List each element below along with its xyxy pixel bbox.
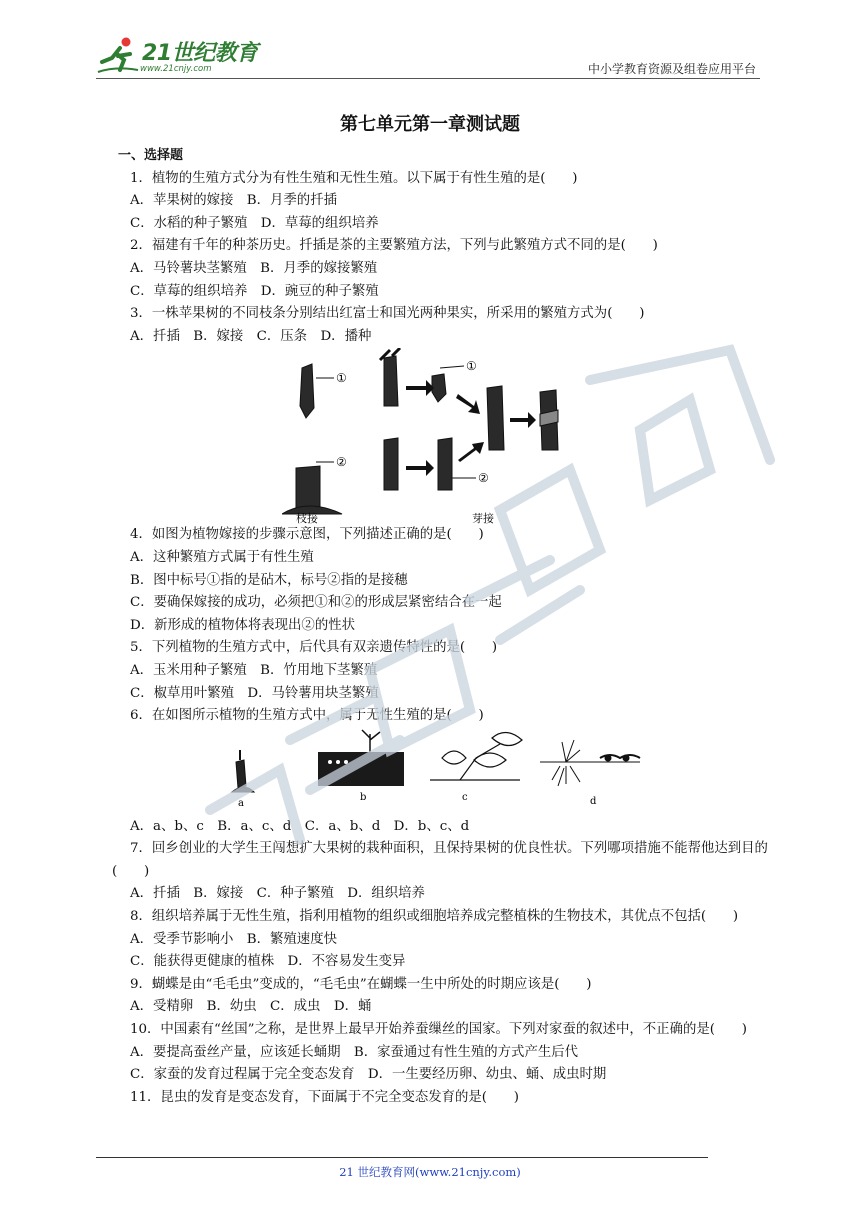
question-4-option-b: B．图中标号①指的是砧木，标号②指的是接穗 (130, 572, 408, 588)
label-branch-graft: 枝接 (296, 512, 318, 525)
footer-divider (96, 1157, 708, 1158)
question-8-options-cd: C．能获得更健康的植株 D．不容易发生变异 (130, 954, 406, 970)
label-c: c (462, 791, 468, 803)
label-a: a (238, 797, 244, 809)
question-1-options-cd: C．水稻的种子繁殖 D．草莓的组织培养 (130, 215, 379, 231)
question-7: 7．回乡创业的大学生王闯想扩大果树的栽种面积，且保持果树的优良性状。下列哪项措施不能帮他达到目的( ) (112, 841, 768, 879)
question-10-options-ab: A．要提高蚕丝产量，应该延长蛹期 B．家蚕通过有性生殖的方式产生后代 (130, 1044, 579, 1060)
label-bud-graft: 芽接 (472, 512, 494, 525)
question-9-options: A．受精卵 B．幼虫 C．成虫 D．蛹 (130, 999, 372, 1015)
question-10: 10．中国素有“丝国”之称，是世界上最早开始养蚕缫丝的国家。下列对家蚕的叙述中，不正确的是( ) (130, 1022, 747, 1038)
grafting-diagram (282, 348, 622, 524)
platform-name: 中小学教育资源及组卷应用平台 (587, 62, 756, 76)
header-divider (96, 78, 760, 79)
question-8-options-ab: A．受季节影响小 B．繁殖速度快 (130, 931, 337, 947)
page-header (96, 34, 760, 80)
question-10-options-cd: C．家蚕的发育过程属于完全变态发育 D．一生要经历卵、幼虫、蛹、成虫时期 (130, 1067, 607, 1083)
question-4-option-a: A．这种繁殖方式属于有性生殖 (130, 549, 314, 565)
question-1: 1．植物的生殖方式分为有性生殖和无性生殖。以下属于有性生殖的是( ) (130, 170, 578, 186)
question-6: 6．在如图所示植物的生殖方式中，属于无性生殖的是( ) (130, 708, 484, 724)
question-4-option-d: D．新形成的植物体将表现出②的性状 (130, 617, 355, 633)
footer-source: 21 世纪教育网(www.21cnjy.com) (339, 1165, 521, 1179)
label-d: d (590, 795, 597, 807)
logo-text: 21世纪教育 (142, 41, 258, 66)
question-1-options-ab: A．苹果树的嫁接 B．月季的扦插 (130, 193, 337, 209)
mark-2-right: ② (478, 471, 489, 486)
mark-1-left: ① (336, 371, 347, 386)
question-3-options: A．扦插 B．嫁接 C．压条 D．播种 (130, 328, 372, 344)
logo-subtext: www.21cnjy.com (140, 64, 212, 74)
reproduction-figure (230, 728, 690, 816)
question-5-options-cd: C．椒草用叶繁殖 D．马铃薯用块茎繁殖 (130, 685, 379, 701)
question-list (112, 145, 772, 1109)
reproduction-diagram (230, 728, 690, 816)
question-2-options-ab: A．马铃薯块茎繁殖 B．月季的嫁接繁殖 (130, 260, 378, 276)
logo (96, 34, 266, 78)
mark-2-left: ② (336, 455, 347, 470)
question-11: 11．昆虫的发育是变态发育，下面属于不完全变态发育的是( ) (130, 1089, 520, 1105)
label-b: b (360, 791, 367, 803)
grafting-figure (282, 348, 622, 524)
question-5: 5．下列植物的生殖方式中，后代具有双亲遗传特性的是( ) (130, 640, 498, 656)
section-heading: 一、选择题 (118, 148, 184, 163)
mark-1-right: ① (466, 359, 477, 374)
runner-logo-icon (96, 36, 140, 76)
question-3: 3．一株苹果树的不同枝条分别结出红富士和国光两种果实，所采用的繁殖方式为( ) (130, 306, 645, 322)
question-4-option-c: C．要确保嫁接的成功，必须把①和②的形成层紧密结合在一起 (130, 595, 502, 611)
question-2: 2．福建有千年的种茶历史。扦插是茶的主要繁殖方法，下列与此繁殖方式不同的是( ) (130, 238, 658, 254)
question-8: 8．组织培养属于无性生殖，指利用植物的组织或细胞培养成完整植株的生物技术，其优点不包括( ) (130, 909, 739, 925)
question-6-options: A．a、b、c B．a、c、d C．a、b、d D．b、c、d (130, 818, 470, 834)
question-7-options: A．扦插 B．嫁接 C．种子繁殖 D．组织培养 (130, 886, 425, 902)
question-4: 4．如图为植物嫁接的步骤示意图，下列描述正确的是( ) (130, 527, 484, 543)
page-title: 第七单元第一章测试题 (340, 114, 520, 135)
question-5-options-ab: A．玉米用种子繁殖 B．竹用地下茎繁殖 (130, 662, 378, 678)
question-9: 9．蝴蝶是由“毛毛虫”变成的，“毛毛虫”在蝴蝶一生中所处的时期应该是( ) (130, 976, 592, 992)
question-2-options-cd: C．草莓的组织培养 D．豌豆的种子繁殖 (130, 283, 379, 299)
